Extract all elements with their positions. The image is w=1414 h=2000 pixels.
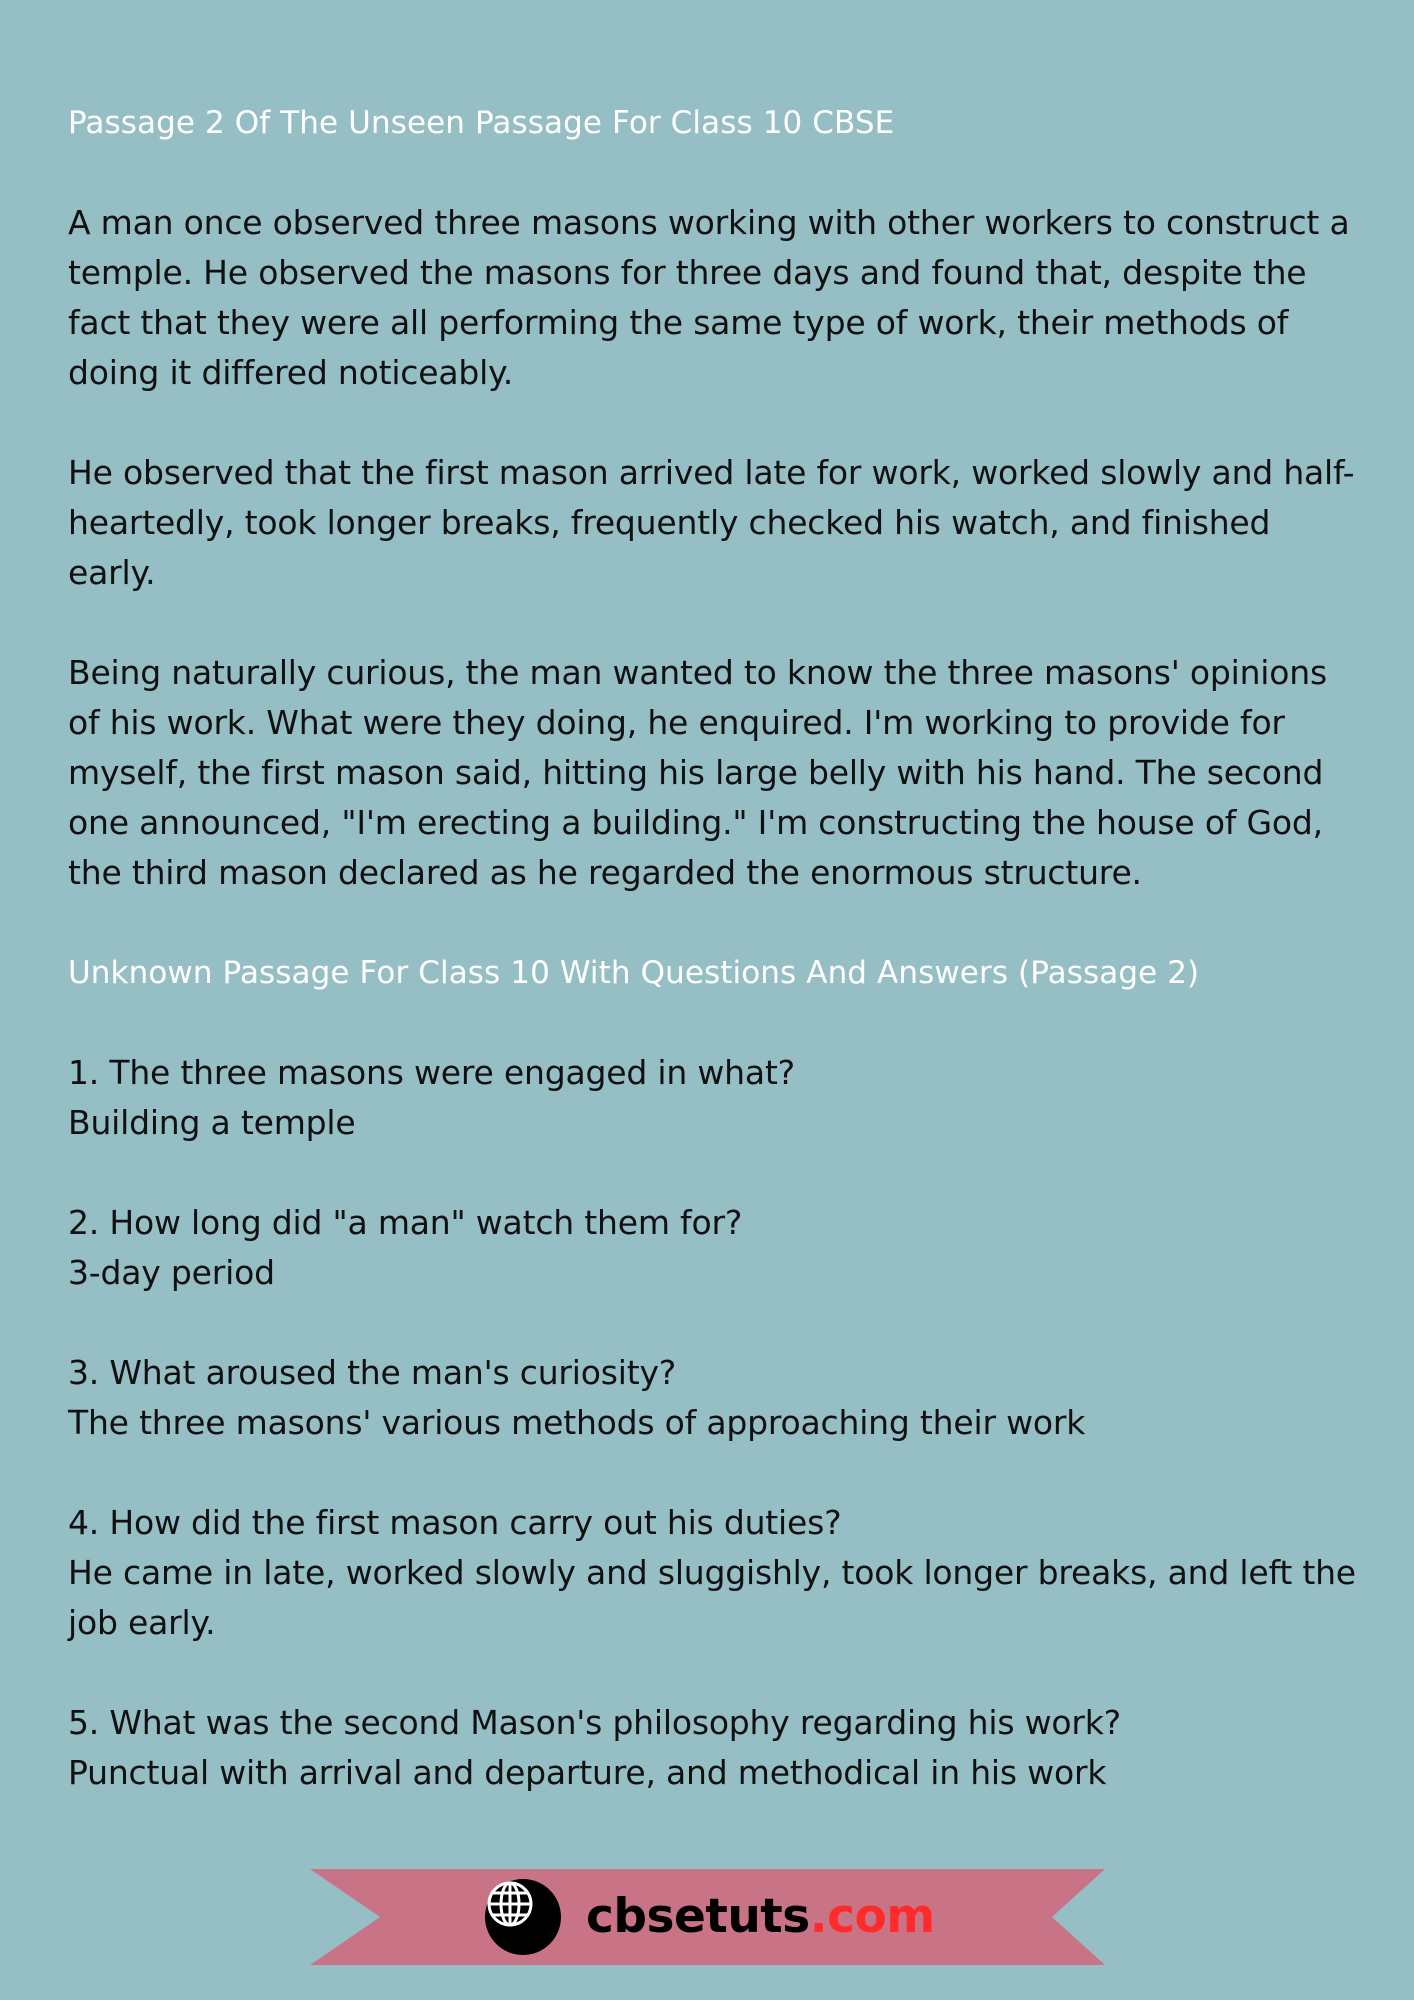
qa-item-5 [68, 1698, 1358, 1798]
qa-item-2 [68, 1198, 1358, 1298]
brand-name: cbsetuts [586, 1889, 810, 1944]
questions-heading: Unknown Passage For Class 10 With Questions And Answers (Passage 2) [68, 955, 1200, 991]
document-content [68, 98, 1358, 1798]
passage-paragraph-2: He observed that the first mason arrived late for work, worked slowly and half-heartedly, took longer breaks, frequently checked his watch, and finished early. [68, 453, 1355, 592]
brand-logo [485, 1879, 935, 1955]
spacer [68, 1148, 1358, 1198]
spacer [68, 898, 1358, 948]
globe-icon [485, 1879, 561, 1955]
spacer [68, 998, 1358, 1048]
qa-item-3 [68, 1348, 1358, 1448]
answer-3: The three masons' various methods of approaching their work [68, 1403, 1086, 1442]
answer-1: Building a temple [68, 1103, 356, 1142]
answer-2: 3-day period [68, 1253, 275, 1292]
passage-paragraph-1: A man once observed three masons working with other workers to construct a temple. He observed the masons for three days and found that, despite the fact that they were all performing the same type of work, their methods of doing it differed noticeably. [68, 203, 1350, 392]
passage-paragraph-3: Being naturally curious, the man wanted to know the three masons' opinions of his work. What were they doing, he enquired. I'm working to provide for myself, the first mason said, hitting his large belly with his hand. The second one announced, "I'm erecting a building." I'm constructing the house of God, the third mason declared as he regarded the enormous structure. [68, 653, 1327, 892]
brand-banner [310, 1869, 1105, 1965]
spacer [68, 1448, 1358, 1498]
answer-5: Punctual with arrival and departure, and methodical in his work [68, 1753, 1107, 1792]
question-2: 2. How long did "a man" watch them for? [68, 1203, 743, 1242]
answer-4: He came in late, worked slowly and sluggishly, took longer breaks, and left the job early. [68, 1553, 1356, 1642]
qa-item-4 [68, 1498, 1358, 1648]
spacer [68, 398, 1358, 448]
spacer [68, 598, 1358, 648]
spacer [68, 1648, 1358, 1698]
question-1: 1. The three masons were engaged in what? [68, 1053, 795, 1092]
qa-item-1 [68, 1048, 1358, 1148]
spacer [68, 148, 1358, 198]
question-4: 4. How did the first mason carry out his duties? [68, 1503, 842, 1542]
question-3: 3. What aroused the man's curiosity? [68, 1353, 677, 1392]
brand-tld: .com [809, 1889, 935, 1944]
brand-wordmark [586, 1879, 935, 1955]
passage-heading: Passage 2 Of The Unseen Passage For Class 10 CBSE [68, 105, 895, 141]
question-5: 5. What was the second Mason's philosophy regarding his work? [68, 1703, 1122, 1742]
spacer [68, 1298, 1358, 1348]
